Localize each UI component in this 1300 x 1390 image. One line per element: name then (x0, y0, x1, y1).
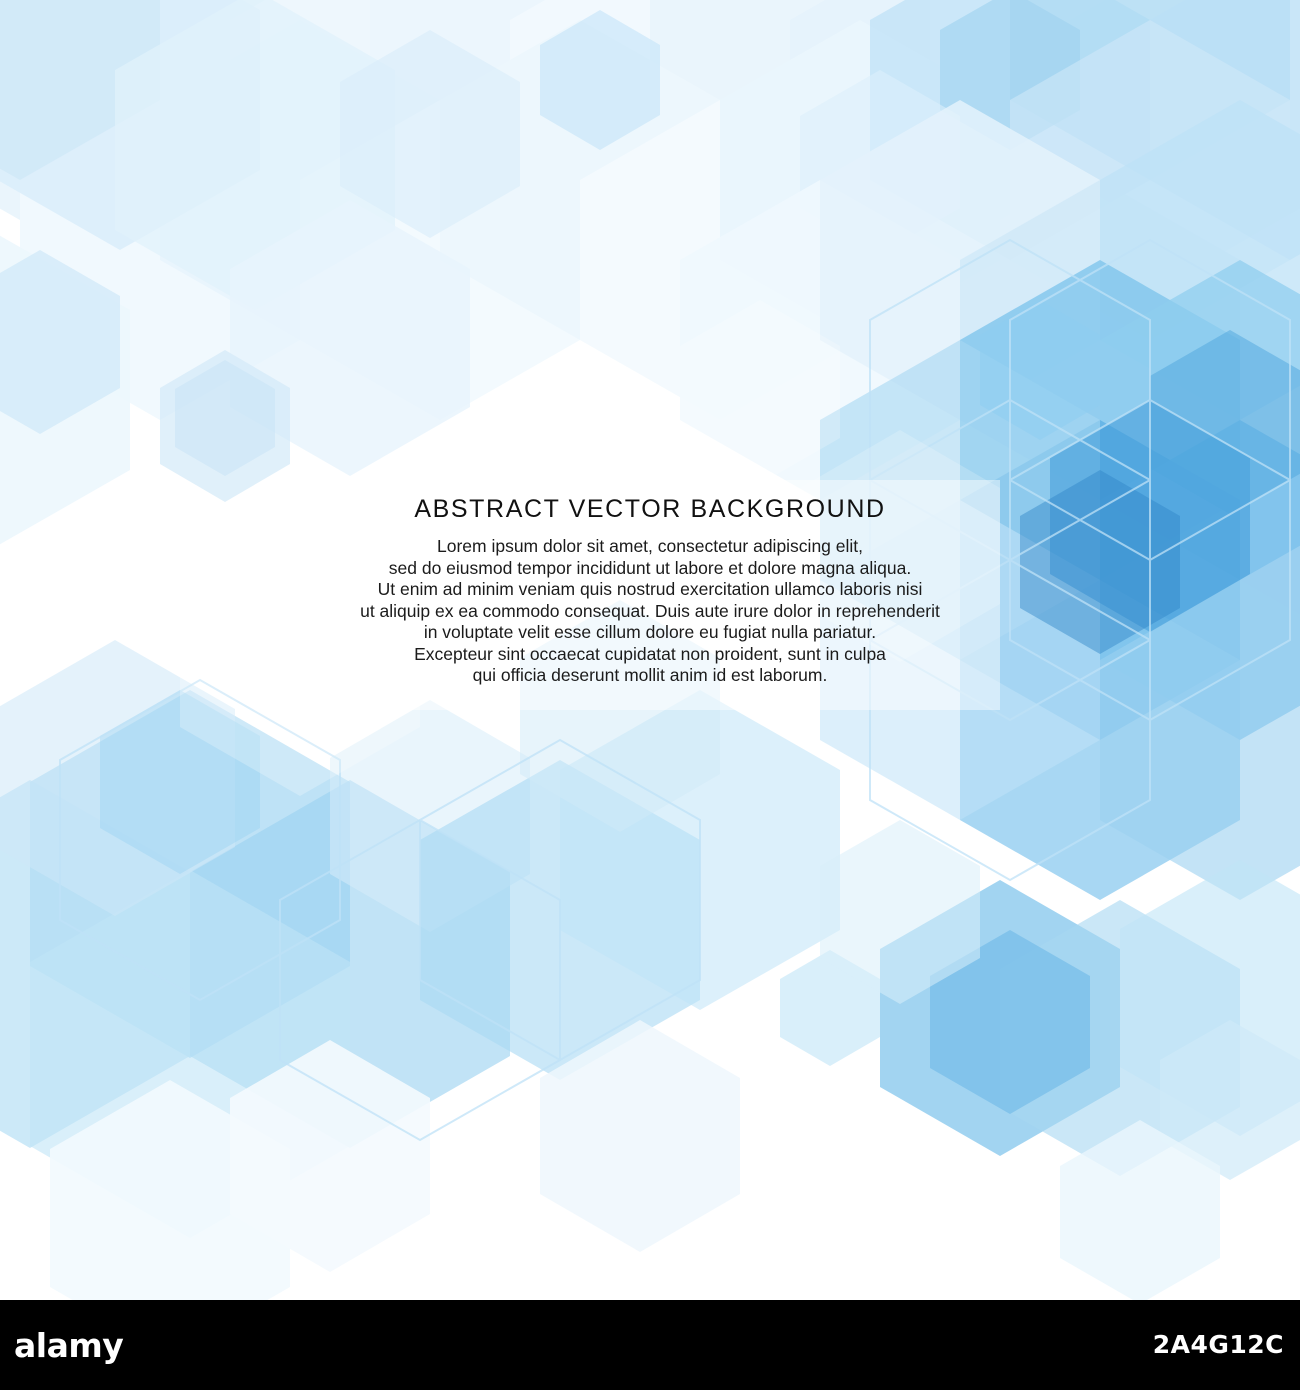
paragraph-line: Excepteur sint occaecat cupidatat non proident, sunt in culpa (414, 643, 886, 664)
alamy-logo (14, 1326, 123, 1365)
alamy-logo-text: alamy (14, 1326, 124, 1365)
paragraph-line: Lorem ipsum dolor sit amet, consectetur adipiscing elit, (436, 536, 864, 556)
paragraph-line: qui officia deserunt mollit anim id est laborum. (472, 665, 828, 685)
paragraph-line: in voluptate velit esse cillum dolore eu fugiat nulla pariatur. (423, 622, 877, 642)
stock-photo-footer-bar (0, 1300, 1300, 1390)
artwork-title: ABSTRACT VECTOR BACKGROUND (414, 495, 886, 523)
paragraph-line: ut aliquip ex ea commodo consequat. Duis aute irure dolor in reprehenderit (360, 600, 940, 621)
paragraph-line: Ut enim ad minim veniam quis nostrud exercitation ullamco laboris nisi (377, 579, 923, 599)
paragraph-line: sed do eiusmod tempor incididunt ut labore et dolore magna aliqua. (388, 557, 912, 578)
image-id-label: 2A4G12C (1152, 1330, 1284, 1359)
caption-backdrop (300, 480, 1000, 710)
